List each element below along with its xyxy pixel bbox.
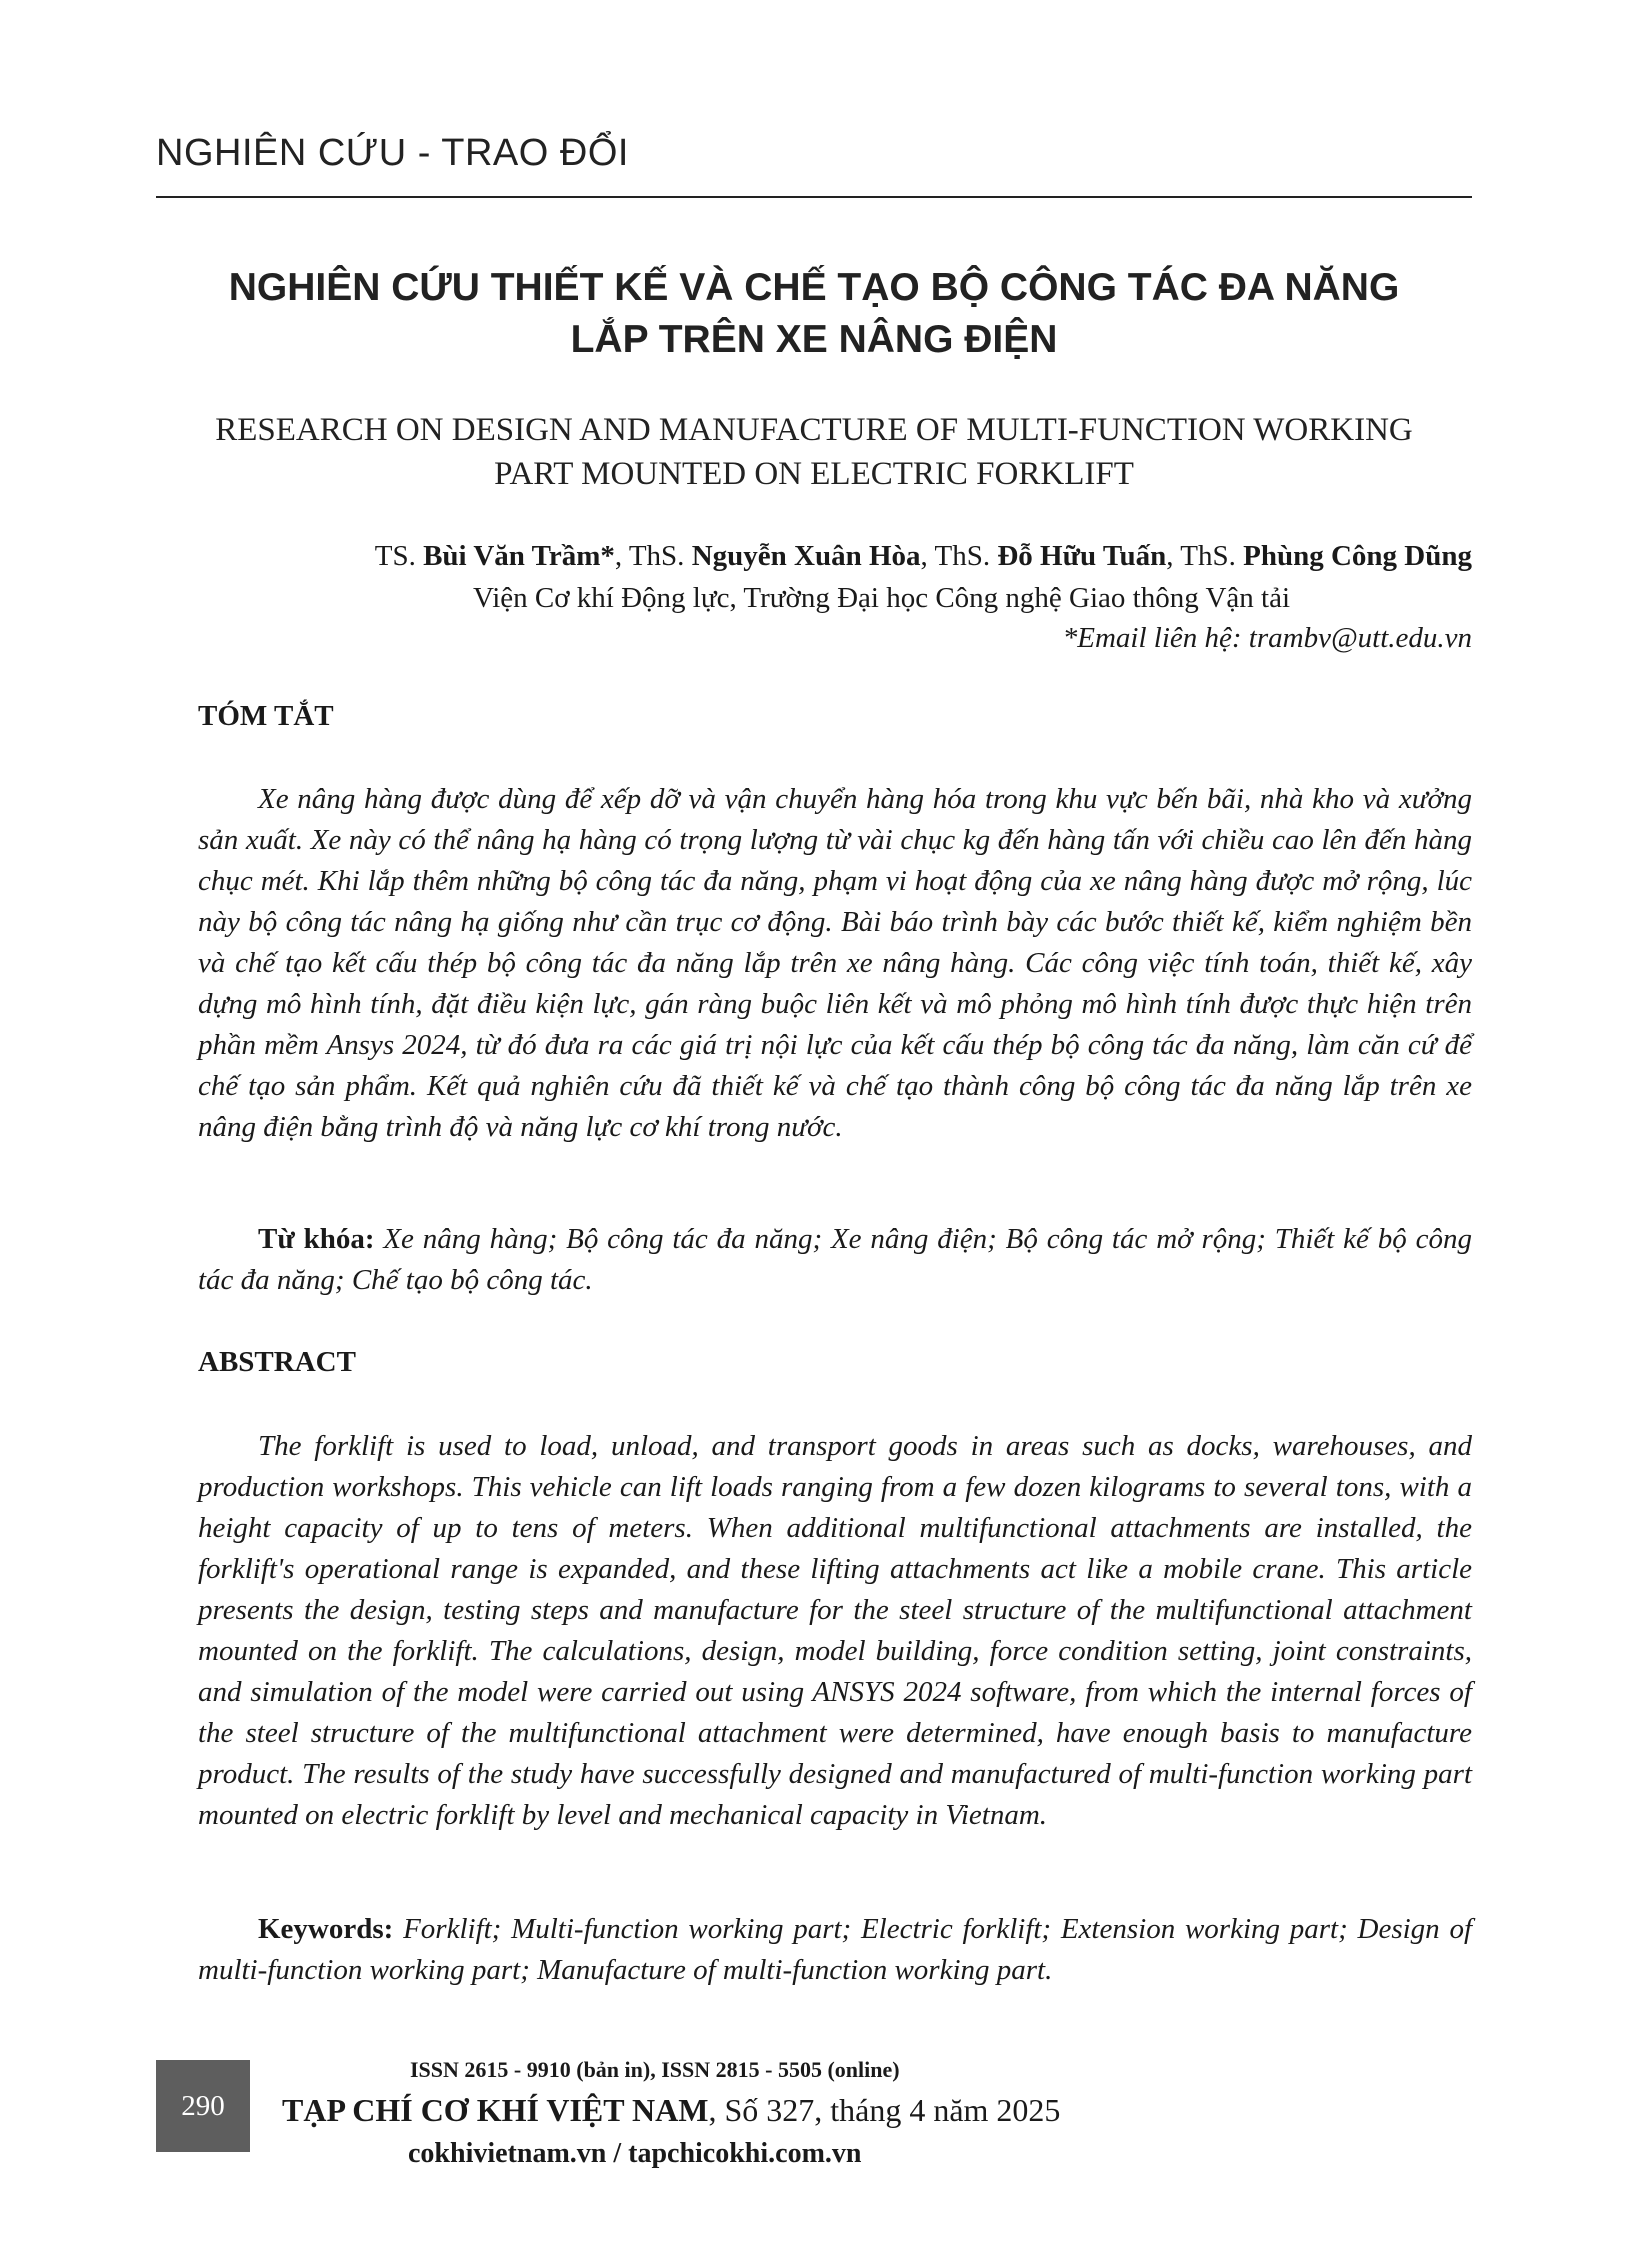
page-number: 290: [181, 2089, 225, 2122]
page-number-badge: [156, 2060, 250, 2152]
author-name: Nguyễn Xuân Hòa: [691, 540, 921, 572]
keywords-vn-label: Từ khóa:: [258, 1223, 375, 1255]
journal-issue: , Số 327, tháng 4 năm 2025: [708, 2092, 1061, 2128]
journal-name: TẠP CHÍ CƠ KHÍ VIỆT NAM: [282, 2092, 709, 2128]
author-name: Đỗ Hữu Tuấn: [997, 540, 1167, 572]
author-name: Bùi Văn Trầm*: [423, 540, 615, 572]
summary-heading-vn: TÓM TẮT: [198, 700, 334, 732]
author-degree: ThS.: [1180, 540, 1244, 572]
header-rule: [156, 196, 1472, 198]
title-vn-line-1: NGHIÊN CỨU THIẾT KẾ VÀ CHẾ TẠO BỘ CÔNG TÁC ĐA NĂNG: [228, 266, 1400, 309]
abstract-heading: ABSTRACT: [198, 1346, 356, 1378]
keywords-en-list: Forklift; Multi-function working part; Electric forklift; Extension working part; Design of multi-function working part; Manufacture of multi-function working part.: [198, 1913, 1472, 1986]
title-english: [156, 408, 1472, 496]
author-degree: TS.: [374, 540, 424, 572]
section-label: NGHIÊN CỨU - TRAO ĐỔI: [156, 132, 629, 174]
author-separator: ,: [920, 540, 935, 572]
title-vietnamese: [156, 262, 1472, 366]
abstract-body: The forklift is used to load, unload, and transport goods in areas such as docks, warehouses, and production workshops. This vehicle can lift loads ranging from a few dozen kilograms to several tons, with a height capacity of up to tens of meters. When additional multifunctional attachments are installed, the forklift's operational range is expanded, and these lifting attachments act like a mobile crane. This article presents the design, testing steps and manufacture for the steel structure of the multifunctional attachment mounted on the forklift. The calculations, design, model building, force condition setting, joint constraints, and simulation of the model were carried out using ANSYS 2024 software, from which the internal forces of the steel structure of the multifunctional attachment were determined, have enough basis to manufacture product. The results of the study have successfully designed and manufactured of multi-function working part mounted on electric forklift by level and mechanical capacity in Vietnam.: [198, 1430, 1472, 1831]
author-separator: ,: [614, 540, 629, 572]
author-name: Phùng Công Dũng: [1243, 540, 1472, 572]
author-list: [156, 536, 1472, 576]
keywords-vn: [198, 1219, 1472, 1301]
keywords-en: [198, 1909, 1472, 1991]
author-degree: ThS.: [628, 540, 692, 572]
footer-website[interactable]: cokhivietnam.vn / tapchicokhi.com.vn: [408, 2138, 862, 2169]
title-en-line-1: RESEARCH ON DESIGN AND MANUFACTURE OF MULTI-FUNCTION WORKING: [215, 412, 1413, 448]
footer-journal: [282, 2092, 1060, 2129]
summary-body-vn: Xe nâng hàng được dùng để xếp dỡ và vận chuyển hàng hóa trong khu vực bến bãi, nhà kho và xưởng sản xuất. Xe này có thể nâng hạ hàng có trọng lượng từ vài chục kg đến hàng tấn với chiều cao lên đến hàng chục mét. Khi lắp thêm những bộ công tác đa năng, phạm vi hoạt động của xe nâng hàng được mở rộng, lúc này bộ công tác nâng hạ giống như cần trục cơ động. Bài báo trình bày các bước thiết kế, kiểm nghiệm bền và chế tạo kết cấu thép bộ công tác đa năng lắp trên xe nâng hàng. Các công việc tính toán, thiết kế, xây dựng mô hình tính, đặt điều kiện lực, gán ràng buộc liên kết và mô phỏng mô hình tính được thực hiện trên phần mềm Ansys 2024, từ đó đưa ra các giá trị nội lực của kết cấu thép bộ công tác đa năng, làm căn cứ để chế tạo sản phẩm. Kết quả nghiên cứu đã thiết kế và chế tạo thành công bộ công tác đa năng lắp trên xe nâng điện bằng trình độ và năng lực cơ khí trong nước.: [198, 783, 1472, 1143]
author-degree: ThS.: [934, 540, 998, 572]
keywords-vn-list: Xe nâng hàng; Bộ công tác đa năng; Xe nâng điện; Bộ công tác mở rộng; Thiết kế bộ công tác đa năng; Chế tạo bộ công tác.: [198, 1223, 1472, 1296]
keywords-en-label: Keywords:: [258, 1913, 394, 1945]
title-en-line-2: PART MOUNTED ON ELECTRIC FORKLIFT: [494, 456, 1134, 492]
title-vn-line-2: LẮP TRÊN XE NÂNG ĐIỆN: [570, 318, 1058, 361]
footer-issn: ISSN 2615 - 9910 (bản in), ISSN 2815 - 5505 (online): [410, 2057, 900, 2082]
author-separator: ,: [1166, 540, 1181, 572]
author-affiliation: Viện Cơ khí Động lực, Trường Đại học Công nghệ Giao thông Vận tải: [473, 582, 1290, 614]
contact-email[interactable]: *Email liên hệ: trambv@utt.edu.vn: [1062, 622, 1472, 654]
